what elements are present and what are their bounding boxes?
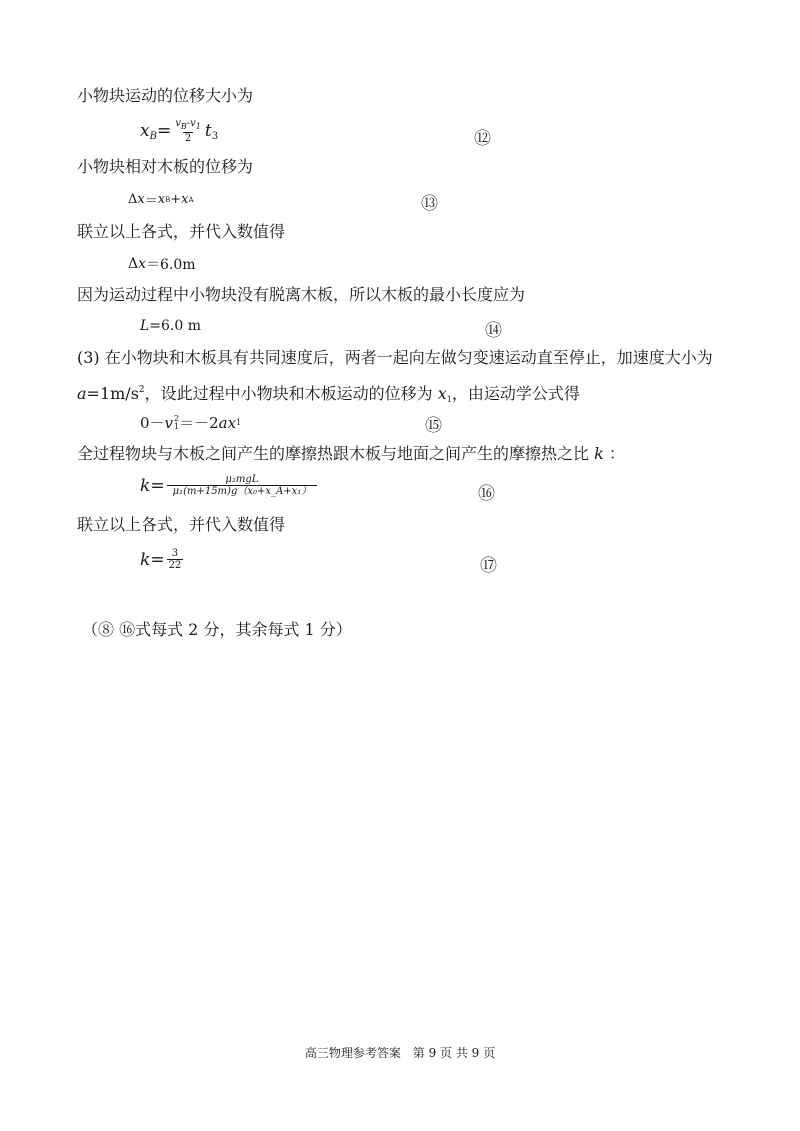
formula-16-fraction: $\frac{\text{μ₂mgL}}{\text{μ₁(m+15m)g（x₀+x\_A+x₁）}}$ [167,474,318,497]
scoring-note: （⑧ ⑯式每式 2 分，其余每式 1 分） [82,620,352,639]
equation-marker-13: ⑬ [421,194,438,214]
text-line-combine-1: 联立以上各式，并代入数值得 [77,222,286,241]
text-line-min-length-intro: 因为运动过程中小物块没有脱离木板，所以木板的最小长度应为 [77,285,526,304]
equation-marker-16: ⑯ [478,484,495,504]
equation-marker-12: ⑫ [474,129,491,149]
equation-marker-15: ⑮ [425,416,442,436]
page-footer [0,1044,800,1061]
formula-12-fraction: $\frac{v_B-v_1}{2}$ [175,118,201,144]
formula-17: k = $\frac{3}{22}$ [140,548,182,571]
formula-12-lhs: $x_B$ [140,120,157,142]
footer-page-number: 第 9 页 共 9 页 [412,1046,496,1060]
text-line-part-3-intro: (3) 在小物块和木板具有共同速度后，两者一起向左做匀变速运动直至停止，加速度大小为 [77,348,713,367]
formula-13: Δ x ＝ x B + x A [128,192,194,209]
equation-marker-17: ⑰ [480,556,497,576]
formula-17-fraction: $\frac{3}{22}$ [168,548,182,571]
text-line-combine-2: 联立以上各式，并代入数值得 [77,515,286,534]
text-line-heat-ratio-intro: 全过程物块与木板之间产生的摩擦热跟木板与地面之间产生的摩擦热之比 k ： [77,444,625,463]
formula-12 [140,118,218,144]
formula-15: 0－ v 2 1 ＝－2 ax 1 [140,413,242,432]
formula-delta-x-result: Δ x ＝6.0m [128,256,196,273]
text-line-displacement-intro: 小物块运动的位移大小为 [77,86,254,105]
footer-title: 高三物理参考答案 [304,1046,401,1060]
formula-12-eq: = [156,121,172,141]
text-line-part-3-acceleration: $a=1m/s^2$，设此过程中小物块和木板运动的位移为 $x_1$，由运动学公式得 [77,384,580,404]
formula-12-time: $t_3$ [204,120,219,142]
equation-marker-14: ⑭ [485,321,502,341]
text-line-relative-displacement: 小物块相对木板的位移为 [77,157,254,176]
formula-14: L =6.0 m [140,318,202,334]
formula-16: k = $\frac{\text{μ₂mgL}}{\text{μ₁(m+15m)g（x₀+x\_A+x₁）}}$ [140,474,319,497]
